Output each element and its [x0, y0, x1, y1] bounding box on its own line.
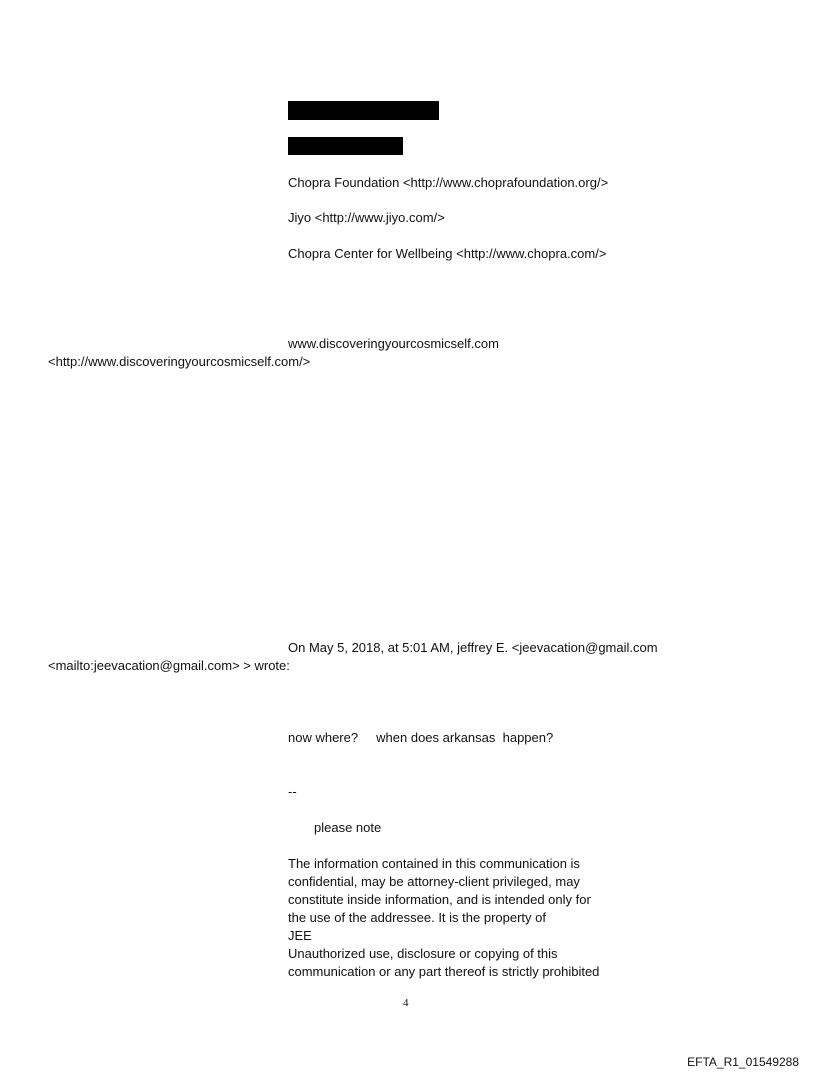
confidentiality-notice	[288, 855, 628, 981]
message-body: now where? when does arkansas happen?	[288, 730, 554, 745]
redaction-bar-2	[288, 137, 403, 155]
please-note-label: please note	[314, 820, 382, 835]
notice-line: Unauthorized use, disclosure or copying of this	[288, 946, 558, 961]
notice-line: confidential, may be attorney-client privileged, may	[288, 874, 580, 889]
redaction-bar-1	[288, 101, 439, 120]
quoted-header-line-2: <mailto:jeevacation@gmail.com> > wrote:	[48, 658, 290, 673]
chopra-center-link[interactable]: Chopra Center for Wellbeing <http://www.chopra.com/>	[288, 246, 607, 261]
notice-line: JEE	[288, 928, 312, 943]
quoted-header-line-1: On May 5, 2018, at 5:01 AM, jeffrey E. <jeevacation@gmail.com	[288, 640, 658, 655]
notice-line: the use of the addressee. It is the property of	[288, 910, 546, 925]
notice-line: communication or any part thereof is strictly prohibited	[288, 964, 600, 979]
document-id: EFTA_R1_01549288	[687, 1055, 799, 1069]
jiyo-link[interactable]: Jiyo <http://www.jiyo.com/>	[288, 210, 445, 225]
notice-line: The information contained in this communication is	[288, 856, 580, 871]
page-number: 4	[403, 997, 409, 1009]
website-text[interactable]: www.discoveringyourcosmicself.com	[288, 336, 499, 351]
website-url[interactable]: <http://www.discoveringyourcosmicself.com/>	[48, 354, 311, 369]
chopra-foundation-link[interactable]: Chopra Foundation <http://www.choprafoundation.org/>	[288, 175, 609, 190]
signature-separator: --	[288, 784, 297, 799]
notice-line: constitute inside information, and is intended only for	[288, 892, 591, 907]
